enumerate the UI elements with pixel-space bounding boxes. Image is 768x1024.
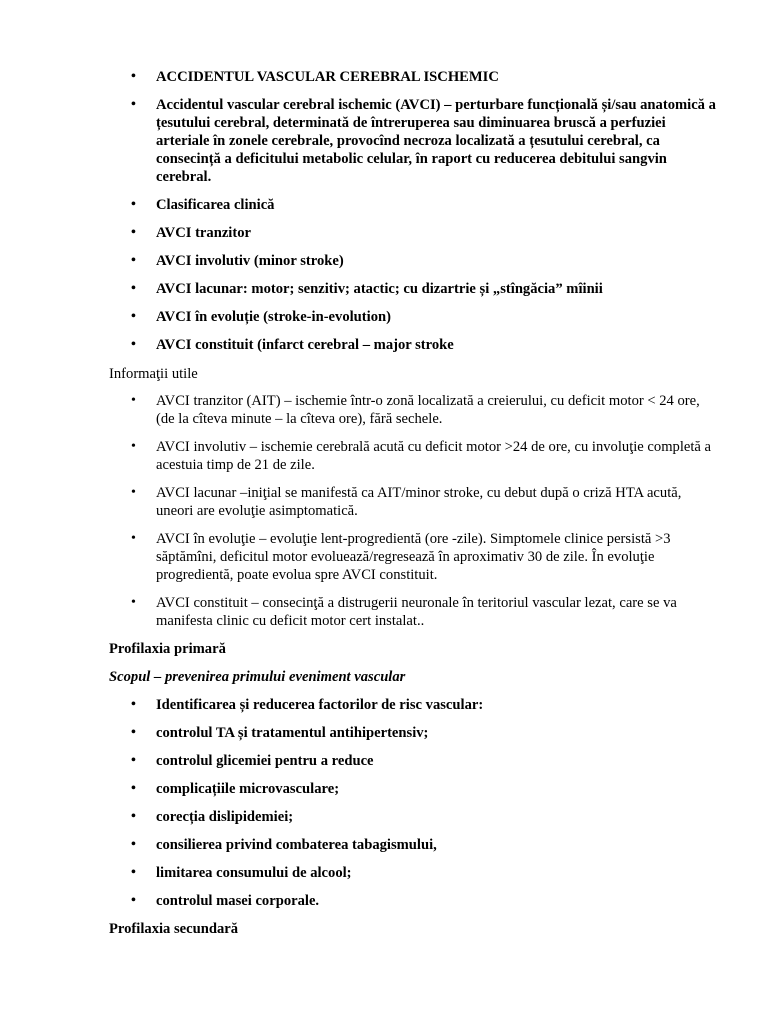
bullet-icon: • <box>131 197 136 212</box>
bullet-icon: • <box>131 225 136 240</box>
list-item <box>0 752 768 770</box>
bullet-icon: • <box>131 725 136 740</box>
list-item <box>0 724 768 742</box>
list-item-text: AVCI în evoluție (stroke-in-evolution) <box>156 309 391 325</box>
bullet-icon: • <box>131 531 136 546</box>
list-item-text: AVCI constituit – consecinţă a distrugerii neuronale în teritoriul vascular lezat, care se va manifesta clinic cu deficit motor cert instalat.. <box>156 595 677 629</box>
list-item <box>0 224 768 242</box>
list-item-text: AVCI constituit (infarct cerebral – major stroke <box>156 337 454 353</box>
bullet-icon: • <box>131 393 136 408</box>
list-item <box>0 892 768 910</box>
list-item-text: AVCI involutiv – ischemie cerebrală acută cu deficit motor >24 de ore, cu involuţie completă a acestuia timp de 21 de zile. <box>156 439 712 473</box>
list-item <box>0 196 768 214</box>
primary-prophylaxis-heading: Profilaxia primară <box>109 641 226 657</box>
list-item <box>0 336 768 354</box>
useful-info-list <box>0 392 768 640</box>
list-item-text: AVCI tranzitor (AIT) – ischemie într-o zonă localizată a creierului, cu deficit motor < 24 ore, (de la cîteva minute – la cîteva ore), fără sechele. <box>156 393 700 427</box>
bullet-icon: • <box>131 781 136 796</box>
list-item <box>0 696 768 714</box>
list-item <box>0 484 768 520</box>
list-item <box>0 530 768 584</box>
bullet-icon: • <box>131 595 136 610</box>
list-item <box>0 308 768 326</box>
list-item <box>0 594 768 630</box>
list-item <box>0 808 768 826</box>
list-item-text: ACCIDENTUL VASCULAR CEREBRAL ISCHEMIC <box>156 69 499 85</box>
risk-factors-list <box>0 696 768 920</box>
bullet-icon: • <box>131 309 136 324</box>
list-item <box>0 836 768 854</box>
list-item-text: limitarea consumului de alcool; <box>156 865 352 881</box>
list-item-text: AVCI în evoluţie – evoluţie lent-progredientă (ore -zile). Simptomele clinice persistă >3 săptămîni, deficitul motor evoluează/regresează în aproximativ 30 de zile. În evoluţie progredientă, poate evolua spre AVCI constituit. <box>156 531 671 583</box>
bullet-icon: • <box>131 97 136 112</box>
list-item-text: AVCI involutiv (minor stroke) <box>156 253 344 269</box>
list-item-text: AVCI lacunar –iniţial se manifestă ca AIT/minor stroke, cu debut după o criză HTA acută, uneori are evoluţie asimptomatică. <box>156 485 682 519</box>
list-item-text: corecția dislipidemiei; <box>156 809 294 825</box>
bullet-icon: • <box>131 809 136 824</box>
list-item-text: controlul TA și tratamentul antihipertensiv; <box>156 725 429 741</box>
bullet-icon: • <box>131 69 136 84</box>
list-item <box>0 68 768 86</box>
list-item <box>0 280 768 298</box>
bullet-icon: • <box>131 485 136 500</box>
list-item <box>0 252 768 270</box>
list-item <box>0 96 768 186</box>
bullet-icon: • <box>131 865 136 880</box>
bullet-icon: • <box>131 753 136 768</box>
useful-info-heading: Informaţii utile <box>109 366 198 382</box>
list-item-text: AVCI tranzitor <box>156 225 251 241</box>
bullet-icon: • <box>131 893 136 908</box>
bullet-icon: • <box>131 697 136 712</box>
stroke-overview-list <box>0 68 768 364</box>
bullet-icon: • <box>131 337 136 352</box>
bullet-icon: • <box>131 837 136 852</box>
bullet-icon: • <box>131 439 136 454</box>
list-item <box>0 392 768 428</box>
scope-heading: Scopul – prevenirea primului eveniment vascular <box>109 669 406 685</box>
list-item-text: controlul glicemiei pentru a reduce <box>156 753 374 769</box>
list-item-text: Accidentul vascular cerebral ischemic (AVCI) – perturbare funcțională și/sau anatomică a țesutului cerebral, determinată de întreruperea sau diminuarea bruscă a perfuziei arteriale în zonele cerebrale, provocînd necroza localizată a țesutului cerebral, ca consecință a deficitului metabolic celular, în raport cu reducerea debitului sangvin cerebral. <box>156 97 716 185</box>
list-item <box>0 864 768 882</box>
list-item-text: Clasificarea clinică <box>156 197 275 213</box>
list-item <box>0 780 768 798</box>
list-item-text: consilierea privind combaterea tabagismului, <box>156 837 437 853</box>
list-item-text: controlul masei corporale. <box>156 893 320 909</box>
list-item-text: AVCI lacunar: motor; senzitiv; atactic; cu dizartrie și „stîngăcia” mîinii <box>156 281 603 297</box>
list-item-text: Identificarea și reducerea factorilor de risc vascular: <box>156 697 484 713</box>
list-item-text: complicațiile microvasculare; <box>156 781 340 797</box>
secondary-prophylaxis-heading: Profilaxia secundară <box>109 921 239 937</box>
bullet-icon: • <box>131 253 136 268</box>
bullet-icon: • <box>131 281 136 296</box>
list-item <box>0 438 768 474</box>
